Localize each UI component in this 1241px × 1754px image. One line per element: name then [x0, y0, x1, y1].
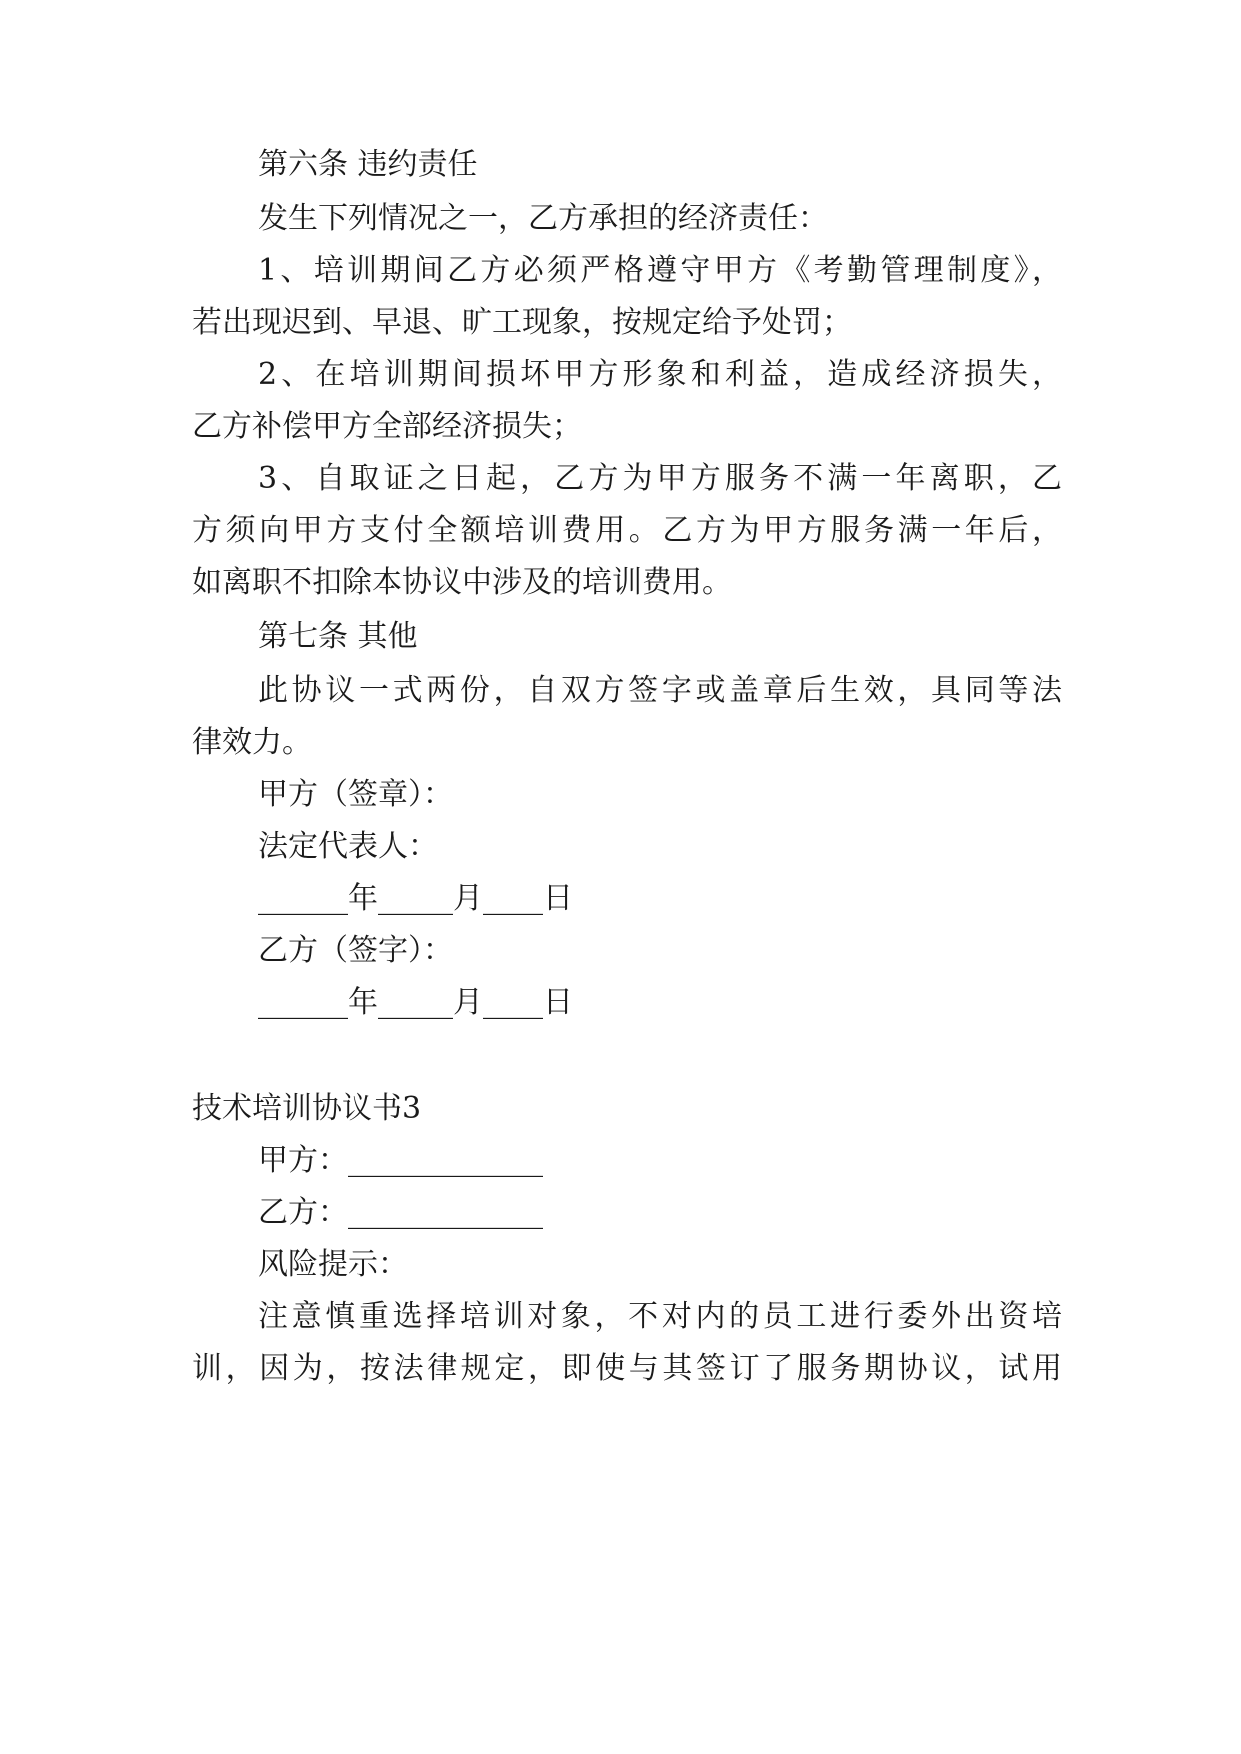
- paragraph-line: 此协议一式两份，自双方签字或盖章后生效，具同等法: [258, 673, 1062, 708]
- paragraph-line: 乙方补偿甲方全部经济损失；: [192, 409, 582, 444]
- legal-representative-line: 法定代表人：: [258, 829, 438, 864]
- party-a-field: 甲方：_____________: [258, 1143, 543, 1178]
- article-7-heading: 第七条 其他: [258, 619, 418, 654]
- date-line: ______年_____月____日: [258, 881, 573, 916]
- date-line: ______年_____月____日: [258, 985, 573, 1020]
- risk-notice-heading: 风险提示：: [258, 1247, 408, 1282]
- paragraph-line: 训，因为，按法律规定，即使与其签订了服务期协议，试用: [192, 1351, 1062, 1386]
- agreement-title: 技术培训协议书3: [192, 1091, 422, 1126]
- paragraph-line: 律效力。: [192, 725, 312, 760]
- paragraph-line: 发生下列情况之一，乙方承担的经济责任：: [258, 201, 828, 236]
- party-b-field: 乙方：_____________: [258, 1195, 543, 1230]
- paragraph-line: 注意慎重选择培训对象，不对内的员工进行委外出资培: [258, 1299, 1062, 1334]
- paragraph-line: 3、自取证之日起，乙方为甲方服务不满一年离职，乙: [258, 461, 1062, 496]
- paragraph-line: 方须向甲方支付全额培训费用。乙方为甲方服务满一年后，: [192, 513, 1062, 548]
- paragraph-line: 如离职不扣除本协议中涉及的培训费用。: [192, 565, 732, 600]
- paragraph-line: 1、培训期间乙方必须严格遵守甲方《考勤管理制度》，: [258, 253, 1062, 288]
- article-6-heading: 第六条 违约责任: [258, 147, 478, 182]
- paragraph-line: 若出现迟到、早退、旷工现象，按规定给予处罚；: [192, 305, 852, 340]
- party-b-signature-line: 乙方（签字）：: [258, 933, 453, 968]
- paragraph-line: 2、在培训期间损坏甲方形象和利益，造成经济损失，: [258, 357, 1062, 392]
- party-a-signature-line: 甲方（签章）：: [258, 777, 453, 812]
